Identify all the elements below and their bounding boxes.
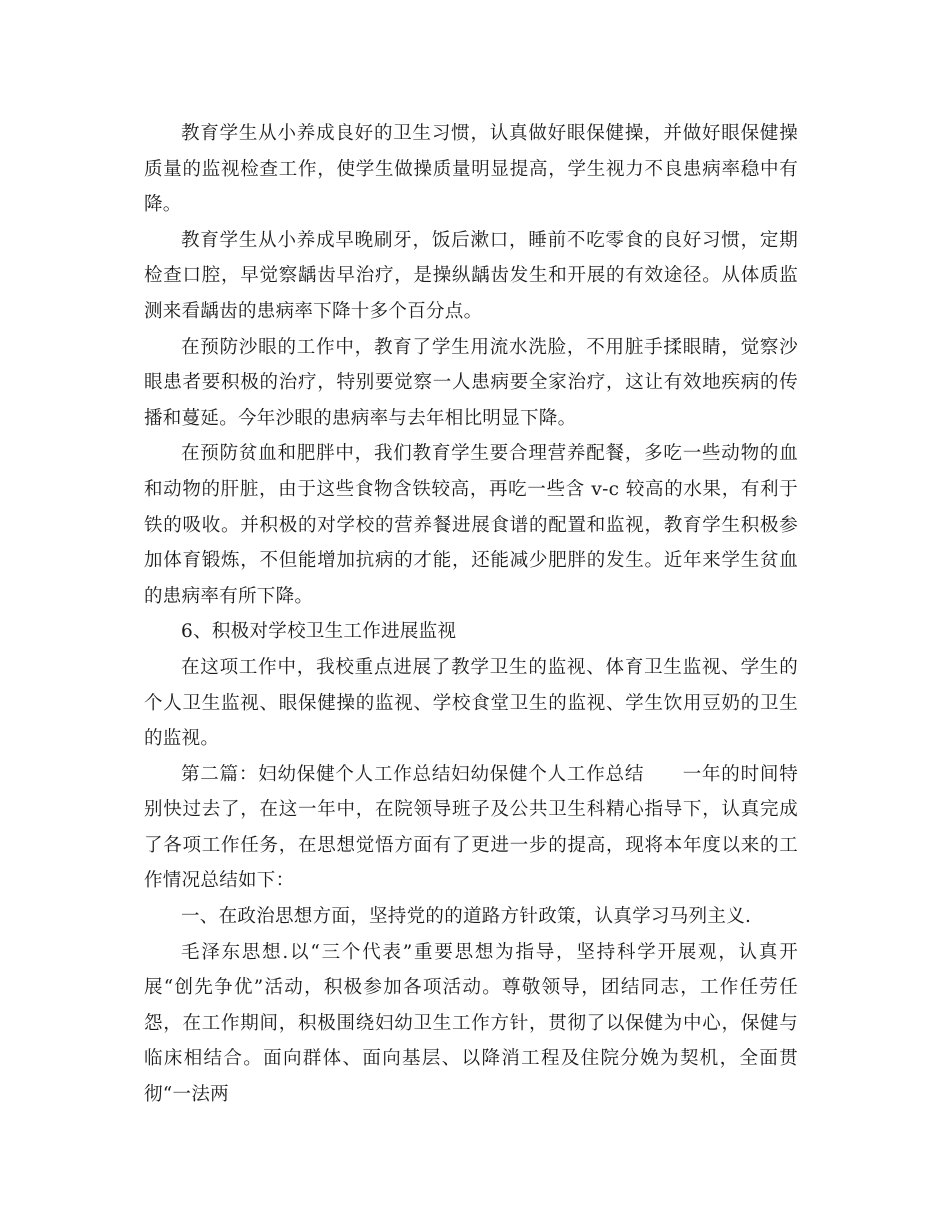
paragraph-anemia-obesity: 在预防贫血和肥胖中，我们教育学生要合理营养配餐，多吃一些动物的血和动物的肝脏，由于这些食物含铁较高，再吃一些含 v-c 较高的水果，有利于铁的吸收。并积极的对学校的营养餐进展食谱的配置和监视，教育学生积极参加体育锻炼，不但能增加抗病的才能，还能减少肥胖的发生。近年来学生贫血的患病率有所下降。 — [144, 443, 798, 607]
paragraph-supervision: 在这项工作中，我校重点进展了教学卫生的监视、体育卫生监视、学生的个人卫生监视、眼保健操的监视、学校食堂卫生的监视、学生饮用豆奶的卫生的监视。 — [144, 656, 798, 750]
section-heading-supervision: 6、积极对学校卫生工作进展监视 — [181, 621, 457, 643]
paragraph-political-thought: 一、在政治思想方面，坚持党的的道路方针政策，认真学习马列主义. — [181, 906, 752, 928]
paragraph-mao-thought: 毛泽东思想.以“三个代表”重要思想为指导，坚持科学开展观，认真开展“创先争优”活动，积极参加各项活动。尊敬领导，团结同志，工作任劳任怨，在工作期间，积极围绕妇幼卫生工作方针，贯彻了以保健为中心，保健与临床相结合。面向群体、面向基层、以降消工程及住院分娩为契机，全面贯彻“一法两 — [144, 941, 798, 1106]
paragraph-dental-care: 教育学生从小养成早晚刷牙，饭后漱口，睡前不吃零食的良好习惯，定期检查口腔，早觉察龋齿早治疗，是操纵龋齿发生和开展的有效途径。从体质监测来看龋齿的患病率下降十多个百分点。 — [144, 229, 798, 322]
paragraph-eye-exercise: 教育学生从小养成良好的卫生习惯，认真做好眼保健操，并做好眼保健操质量的监视检查工作，使学生做操质量明显提高，学生视力不良患病率稳中有降。 — [144, 123, 798, 216]
paragraph-second-article: 第二篇：妇幼保健个人工作总结妇幼保健个人工作总结 一年的时间特别快过去了，在这一年中，在院领导班子及公共卫生科精心指导下，认真完成了各项工作任务，在思想觉悟方面有了更进一步的提高，现将本年度以来的工作情况总结如下： — [144, 763, 798, 892]
document-body — [144, 116, 798, 1113]
paragraph-trachoma: 在预防沙眼的工作中，教育了学生用流水洗脸，不用脏手揉眼睛，觉察沙眼患者要积极的治疗，特别要觉察一人患病要全家治疗，这让有效地疾病的传播和蔓延。今年沙眼的患病率与去年相比明显下降。 — [144, 336, 798, 429]
